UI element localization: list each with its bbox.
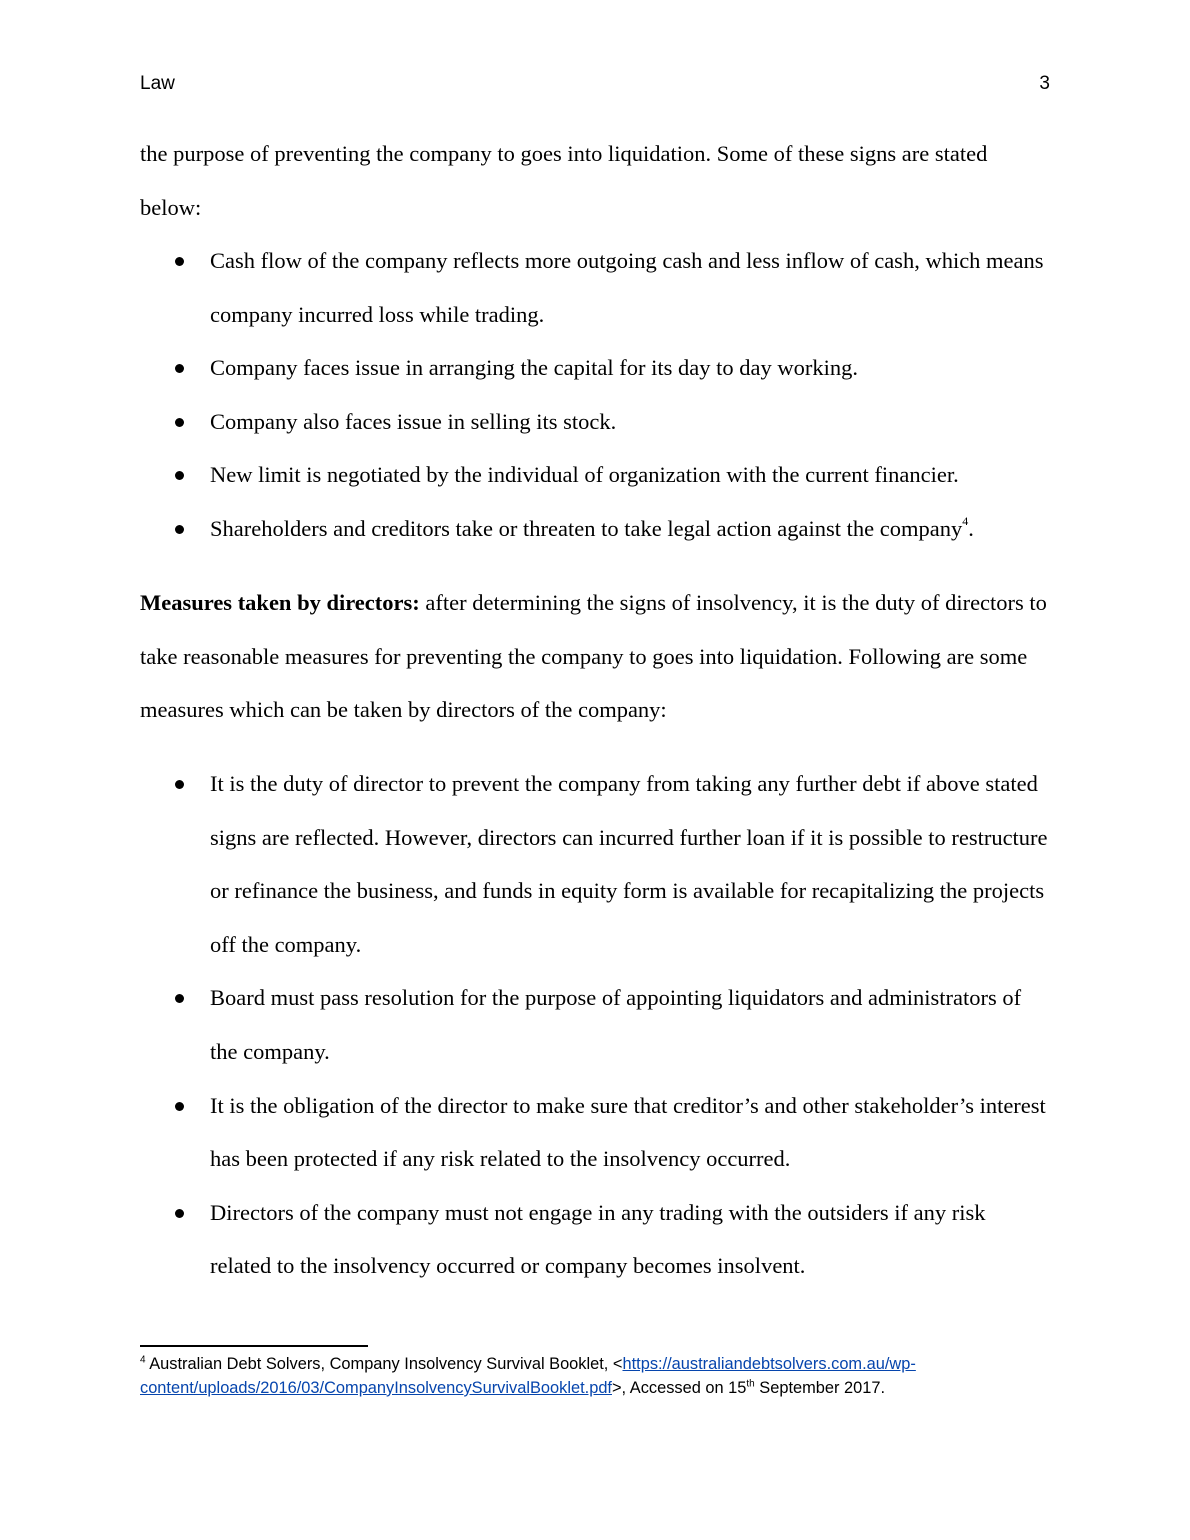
list-item: Shareholders and creditors take or threaten to take legal action against the company$^4$. [140, 502, 1050, 556]
running-header-title: Law [140, 73, 175, 94]
footnote-number: 4 [140, 1354, 146, 1366]
measures-text: after determining the signs of insolvency, it is the duty of directors to take reasonable measures for preventing the company to goes into liquidation. Following are some measures which can be taken by directors of the company: [140, 590, 1047, 723]
list-item: Directors of the company must not engage in any trading with the outsiders if any risk related to the insolvency occurred or company becomes insolvent. [140, 1186, 1050, 1293]
measures-paragraph [140, 576, 1050, 737]
list-item: New limit is negotiated by the individual of organization with the current financier. [140, 448, 1050, 502]
day-suffix: th [746, 1378, 755, 1390]
list-item: Board must pass resolution for the purpose of appointing liquidators and administrators of the company. [140, 971, 1050, 1078]
bullet-icon [175, 1102, 184, 1111]
list-item: Company faces issue in arranging the capital for its day to day working. [140, 341, 1050, 395]
measures-heading: Measures taken by directors: [140, 590, 420, 615]
intro-text: the purpose of preventing the company to goes into liquidation. Some of these signs are stated below: [140, 141, 988, 220]
page-number: 3 [1039, 73, 1050, 94]
list-item: It is the duty of director to prevent the company from taking any further debt if above stated signs are reflected. However, directors can incurred further loan if it is possible to restructure or refinance the business, and funds in equity form is available for recapitalizing the projects off the company. [140, 757, 1050, 971]
insolvency-signs-list [140, 234, 1050, 556]
bullet-icon [175, 418, 184, 427]
intro-paragraph [140, 127, 1050, 234]
bullet-icon [175, 994, 184, 1003]
list-item: Company also faces issue in selling its stock. [140, 395, 1050, 449]
bullet-icon [175, 257, 184, 266]
footnote-link[interactable]: https://australiandebtsolvers.com.au/wp- content/uploads/2016/03/CompanyInsolvencySurvivalBooklet.pdf [140, 1355, 916, 1397]
bullet-icon [175, 364, 184, 373]
bullet-icon [175, 780, 184, 789]
list-item: It is the obligation of the director to make sure that creditor’s and other stakeholder’s interest has been protected if any risk related to the insolvency occurred. [140, 1079, 1050, 1186]
bullet-icon [175, 471, 184, 480]
footnote-separator [140, 1345, 368, 1347]
footnote-reference[interactable]: 4 [962, 514, 969, 529]
list-item: Cash flow of the company reflects more outgoing cash and less inflow of cash, which means company incurred loss while trading. [140, 234, 1050, 341]
bullet-icon [175, 1209, 184, 1218]
director-measures-list [140, 757, 1050, 1293]
bullet-icon [175, 525, 184, 534]
footnote: $^4$ Australian Debt Solvers, Company Insolvency Survival Booklet, <https://australiandebtsolvers.com.au/wp- content/uploads/2016/03/CompanyInsolvencySurvivalBooklet.pdf>, Accessed on 15th September 2017. [140, 1354, 916, 1397]
footnote-text: Australian Debt Solvers, Company Insolvency Survival Booklet, < [145, 1355, 623, 1373]
